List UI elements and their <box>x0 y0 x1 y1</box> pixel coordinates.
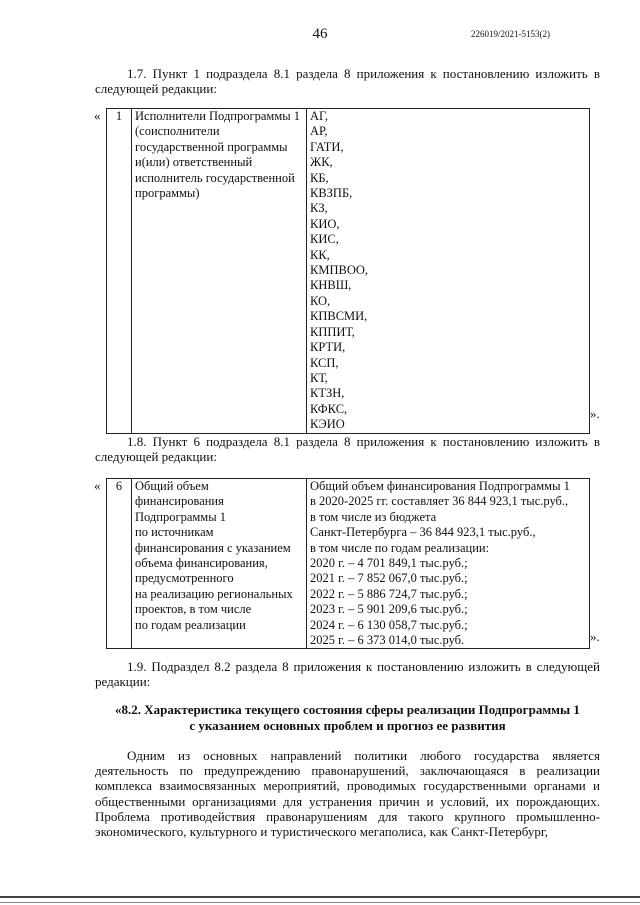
financing-value-line: в том числе по годам реализации: <box>310 540 490 555</box>
executor-item: КТЗН, <box>310 386 345 401</box>
section-paragraph: Одним из основных направлений политики любого государства является деятельность по предупреждению правонарушений, заключающаяся в реализации комплекса взаимосвязанных мероприятий, проводимых государственными органами и общественными организациями для устранения причин и условий, их порождающих. Проблема противодействия правонарушениям для такого крупного промышленно-экономического, культурного и туристического мегаполиса, как Санкт-Петербург, <box>95 748 600 840</box>
quote-open-1-7: « <box>94 108 101 123</box>
executor-item: КИС, <box>310 232 339 247</box>
table-row <box>107 109 590 434</box>
row-number-cell: 6 <box>107 479 132 649</box>
financing-value-line: 2024 г. – 6 130 058,7 тыс.руб.; <box>310 617 468 632</box>
quote-close-1-7: ». <box>590 406 600 421</box>
document-id: 226019/2021-5153(2) <box>471 29 550 39</box>
table-item-1-7 <box>106 108 590 434</box>
financing-label-line: на реализацию региональных <box>135 586 293 601</box>
row-number-cell: 1 <box>107 109 132 434</box>
executors-list-cell <box>307 109 590 434</box>
financing-label-line: Общий объем <box>135 479 209 493</box>
quote-open-1-8: « <box>94 478 101 493</box>
quote-close-1-8: ». <box>590 629 600 644</box>
executors-label-cell: Исполнители Подпрограммы 1 (соисполнители государственной программы и(или) ответственный исполнитель государственной программы) <box>132 109 307 434</box>
financing-label-line: финансирования <box>135 494 224 509</box>
section-heading-line-2: с указанием основных проблем и прогноз ее развития <box>189 718 506 733</box>
executor-item: ЖК, <box>310 155 333 170</box>
section-body <box>95 748 600 839</box>
executor-item: КПВСМИ, <box>310 309 368 324</box>
executor-item: КИО, <box>310 216 340 231</box>
financing-value-line: Общий объем финансирования Подпрограммы 1 <box>310 479 570 493</box>
financing-value-line: Санкт-Петербурга – 36 844 923,1 тыс.руб., <box>310 525 536 540</box>
executor-item: КСП, <box>310 355 339 370</box>
financing-label-line: по годам реализации <box>135 617 246 632</box>
executor-item: КБ, <box>310 170 329 185</box>
financing-label-line: по источникам <box>135 525 214 540</box>
executor-item: КК, <box>310 247 330 262</box>
section-heading <box>95 702 600 734</box>
financing-label-cell <box>132 479 307 649</box>
financing-value-lines <box>310 479 586 648</box>
executor-item: АГ, <box>310 109 328 123</box>
financing-value-line: 2021 г. – 7 852 067,0 тыс.руб.; <box>310 571 468 586</box>
executor-item: КМПВОО, <box>310 263 368 278</box>
table-item-1-8 <box>106 478 590 649</box>
page-number: 46 <box>312 26 328 42</box>
financing-label-line: проектов, в том числе <box>135 602 252 617</box>
table-row <box>107 479 590 649</box>
financing-value-line: 2025 г. – 6 373 014,0 тыс.руб. <box>310 633 465 648</box>
executor-item: ГАТИ, <box>310 139 344 154</box>
financing-label-line: предусмотренного <box>135 571 234 586</box>
financing-label-line: финансирования с указанием <box>135 540 291 555</box>
bottom-rule <box>0 896 640 898</box>
item-1-8-text: 1.8. Пункт 6 подраздела 8.1 раздела 8 приложения к постановлению изложить в следующей редакции: <box>95 434 600 464</box>
financing-label-lines <box>135 479 303 633</box>
financing-value-line: 2023 г. – 5 901 209,6 тыс.руб.; <box>310 602 468 617</box>
financing-value-line: 2020 г. – 4 701 849,1 тыс.руб.; <box>310 556 468 571</box>
financing-value-cell <box>307 479 590 649</box>
financing-value-line: в том числе из бюджета <box>310 509 437 524</box>
bottom-rule-secondary <box>0 902 640 903</box>
executor-item: КВЗПБ, <box>310 186 353 201</box>
executors-list <box>310 109 586 433</box>
executor-item: АР, <box>310 124 328 139</box>
financing-label-line: Подпрограммы 1 <box>135 509 226 524</box>
executor-item: КО, <box>310 293 331 308</box>
financing-label-line: объема финансирования, <box>135 556 268 571</box>
financing-value-line: 2022 г. – 5 886 724,7 тыс.руб.; <box>310 586 468 601</box>
executor-item: КЭИО <box>310 417 345 432</box>
item-1-9-text: 1.9. Подраздел 8.2 раздела 8 приложения к постановлению изложить в следующей редакции: <box>95 659 600 689</box>
executor-item: КНВШ, <box>310 278 352 293</box>
financing-value-line: в 2020-2025 гг. составляет 36 844 923,1 тыс.руб., <box>310 494 569 509</box>
section-heading-line-1: «8.2. Характеристика текущего состояния сферы реализации Подпрограммы 1 <box>115 702 580 717</box>
executor-item: КППИТ, <box>310 324 355 339</box>
item-1-7-text: 1.7. Пункт 1 подраздела 8.1 раздела 8 приложения к постановлению изложить в следующей редакции: <box>95 66 600 96</box>
executor-item: КТ, <box>310 370 328 385</box>
executor-item: КЗ, <box>310 201 328 216</box>
executor-item: КФКС, <box>310 401 348 416</box>
executor-item: КРТИ, <box>310 340 346 355</box>
